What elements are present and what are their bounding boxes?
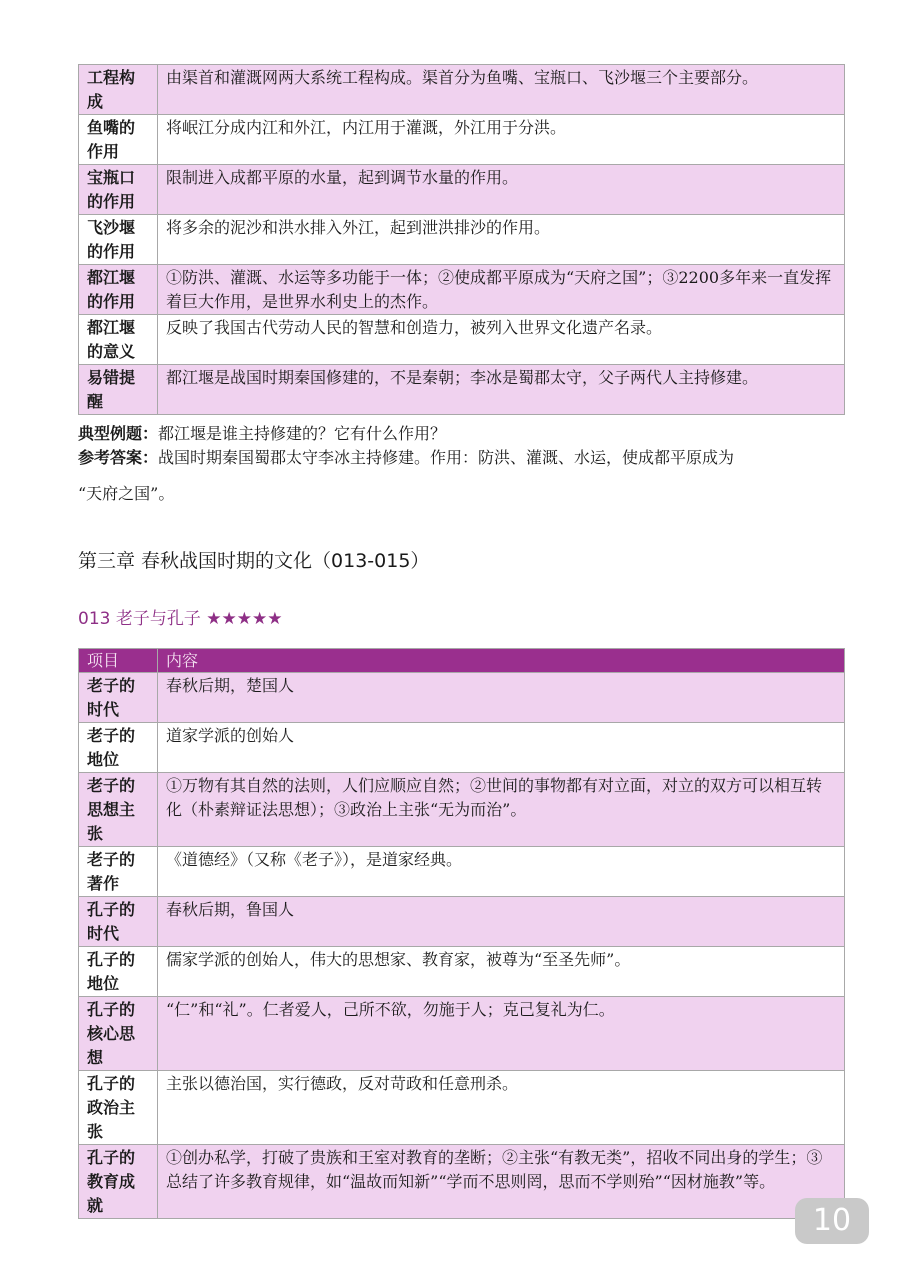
row-key: 孔子的教育成就 xyxy=(79,1145,158,1219)
row-key: 老子的地位 xyxy=(79,723,158,773)
example-answer-continued xyxy=(78,482,848,506)
answer-label: 参考答案： xyxy=(78,448,159,467)
row-value: 将多余的泥沙和洪水排入外江，起到泄洪排沙的作用。 xyxy=(158,215,845,265)
question-text: 都江堰是谁主持修建的？它有什么作用？ xyxy=(158,424,447,443)
row-value: 将岷江分成内江和外江，内江用于灌溉，外江用于分洪。 xyxy=(158,115,845,165)
table-row xyxy=(79,673,845,723)
row-value: 主张以德治国，实行德政，反对苛政和任意刑杀。 xyxy=(158,1071,845,1145)
chapter-title: 第三章 春秋战国时期的文化（013-015） xyxy=(78,550,430,572)
dujiangyan-table xyxy=(78,64,845,415)
table-row xyxy=(79,265,845,315)
row-key: 老子的思想主张 xyxy=(79,773,158,847)
example-question xyxy=(78,422,848,446)
table-row xyxy=(79,947,845,997)
row-value: 儒家学派的创始人，伟大的思想家、教育家，被尊为“至圣先师”。 xyxy=(158,947,845,997)
row-value: 道家学派的创始人 xyxy=(158,723,845,773)
table-row xyxy=(79,1145,845,1219)
page-number-badge: 10 xyxy=(795,1198,869,1244)
row-value: 春秋后期，楚国人 xyxy=(158,673,845,723)
row-value: ①创办私学，打破了贵族和王室对教育的垄断；②主张“有教无类”，招收不同出身的学生；③总结了许多教育规律，如“温故而知新”“学而不思则罔，思而不学则殆”“因材施教”等。 xyxy=(158,1145,845,1219)
row-value: ①防洪、灌溉、水运等多功能于一体；②使成都平原成为“天府之国”；③2200多年来一直发挥着巨大作用，是世界水利史上的杰作。 xyxy=(158,265,845,315)
table-row xyxy=(79,165,845,215)
row-key: 都江堰的作用 xyxy=(79,265,158,315)
table-row xyxy=(79,773,845,847)
table-row xyxy=(79,723,845,773)
row-value: 限制进入成都平原的水量，起到调节水量的作用。 xyxy=(158,165,845,215)
table-header-row xyxy=(79,649,845,673)
row-key: 鱼嘴的作用 xyxy=(79,115,158,165)
table-row xyxy=(79,365,845,415)
row-value: 都江堰是战国时期秦国修建的，不是秦朝；李冰是蜀郡太守，父子两代人主持修建。 xyxy=(158,365,845,415)
laozi-kongzi-table xyxy=(78,648,845,1219)
table-row xyxy=(79,215,845,265)
row-value: 春秋后期，鲁国人 xyxy=(158,897,845,947)
table-row xyxy=(79,997,845,1071)
row-key: 飞沙堰的作用 xyxy=(79,215,158,265)
row-value: 由渠首和灌溉网两大系统工程构成。渠首分为鱼嘴、宝瓶口、飞沙堰三个主要部分。 xyxy=(158,65,845,115)
answer-text-continued: “天府之国”。 xyxy=(78,484,175,503)
table-row xyxy=(79,847,845,897)
row-key: 老子的著作 xyxy=(79,847,158,897)
row-key: 易错提醒 xyxy=(79,365,158,415)
row-key: 孔子的政治主张 xyxy=(79,1071,158,1145)
table-row xyxy=(79,115,845,165)
answer-text: 战国时期秦国蜀郡太守李冰主持修建。作用：防洪、灌溉、水运，使成都平原成为 xyxy=(158,448,735,467)
header-item: 项目 xyxy=(79,649,158,673)
row-key: 宝瓶口的作用 xyxy=(79,165,158,215)
table-row xyxy=(79,315,845,365)
row-key: 孔子的核心思想 xyxy=(79,997,158,1071)
row-key: 孔子的时代 xyxy=(79,897,158,947)
section-title: 013 老子与孔子 ★★★★★ xyxy=(78,609,283,629)
table-row xyxy=(79,897,845,947)
row-key: 都江堰的意义 xyxy=(79,315,158,365)
row-key: 老子的时代 xyxy=(79,673,158,723)
example-answer xyxy=(78,446,848,470)
table-row xyxy=(79,1071,845,1145)
row-value: ①万物有其自然的法则，人们应顺应自然；②世间的事物都有对立面，对立的双方可以相互转化（朴素辩证法思想）；③政治上主张“无为而治”。 xyxy=(158,773,845,847)
row-value: 《道德经》（又称《老子》），是道家经典。 xyxy=(158,847,845,897)
row-value: “仁”和“礼”。仁者爱人，己所不欲，勿施于人；克己复礼为仁。 xyxy=(158,997,845,1071)
row-key: 工程构成 xyxy=(79,65,158,115)
header-content: 内容 xyxy=(158,649,845,673)
table-row xyxy=(79,65,845,115)
question-label: 典型例题： xyxy=(78,424,159,443)
row-key: 孔子的地位 xyxy=(79,947,158,997)
row-value: 反映了我国古代劳动人民的智慧和创造力，被列入世界文化遗产名录。 xyxy=(158,315,845,365)
